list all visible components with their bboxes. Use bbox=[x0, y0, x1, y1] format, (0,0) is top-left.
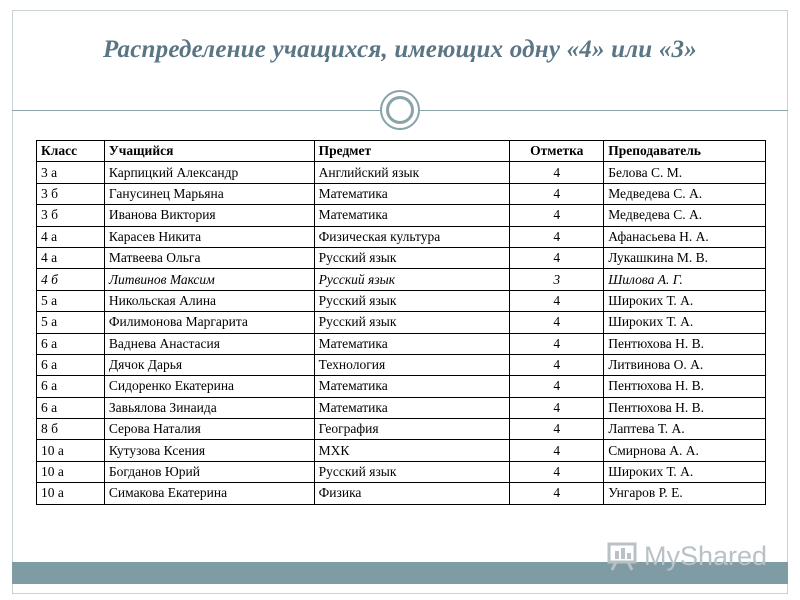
cell-teacher: Медведева С. А. bbox=[604, 205, 766, 226]
cell-student: Никольская Алина bbox=[104, 290, 314, 311]
table-row bbox=[37, 269, 766, 290]
cell-subject: Русский язык bbox=[314, 290, 510, 311]
cell-teacher: Смирнова А. А. bbox=[604, 440, 766, 461]
cell-grade: 4 bbox=[510, 312, 604, 333]
header-class: Класс bbox=[37, 141, 105, 162]
header-grade: Отметка bbox=[510, 141, 604, 162]
table-row bbox=[37, 205, 766, 226]
cell-class: 6 а bbox=[37, 376, 105, 397]
cell-grade: 3 bbox=[510, 269, 604, 290]
cell-subject: Русский язык bbox=[314, 461, 510, 482]
cell-grade: 4 bbox=[510, 419, 604, 440]
cell-student: Дячок Дарья bbox=[104, 354, 314, 375]
divider-ring-inner-icon bbox=[386, 96, 414, 124]
cell-grade: 4 bbox=[510, 397, 604, 418]
cell-grade: 4 bbox=[510, 483, 604, 504]
cell-grade: 4 bbox=[510, 290, 604, 311]
table-row bbox=[37, 354, 766, 375]
table-row bbox=[37, 440, 766, 461]
table-row bbox=[37, 183, 766, 204]
cell-class: 3 б bbox=[37, 205, 105, 226]
cell-teacher: Широких Т. А. bbox=[604, 312, 766, 333]
cell-student: Матвеева Ольга bbox=[104, 247, 314, 268]
table-header-row bbox=[37, 141, 766, 162]
cell-teacher: Лаптева Т. А. bbox=[604, 419, 766, 440]
cell-subject: Физика bbox=[314, 483, 510, 504]
cell-class: 4 б bbox=[37, 269, 105, 290]
cell-student: Богданов Юрий bbox=[104, 461, 314, 482]
table-row bbox=[37, 290, 766, 311]
cell-teacher: Пентюхова Н. В. bbox=[604, 333, 766, 354]
table-row bbox=[37, 397, 766, 418]
cell-subject: Математика bbox=[314, 205, 510, 226]
cell-grade: 4 bbox=[510, 376, 604, 397]
cell-subject: Английский язык bbox=[314, 162, 510, 183]
cell-class: 8 б bbox=[37, 419, 105, 440]
cell-student: Серова Наталия bbox=[104, 419, 314, 440]
cell-class: 4 а bbox=[37, 226, 105, 247]
cell-class: 4 а bbox=[37, 247, 105, 268]
cell-teacher: Афанасьева Н. А. bbox=[604, 226, 766, 247]
cell-subject: Математика bbox=[314, 333, 510, 354]
cell-class: 6 а bbox=[37, 397, 105, 418]
cell-student: Карасев Никита bbox=[104, 226, 314, 247]
cell-student: Литвинов Максим bbox=[104, 269, 314, 290]
table-row bbox=[37, 376, 766, 397]
cell-grade: 4 bbox=[510, 461, 604, 482]
cell-grade: 4 bbox=[510, 226, 604, 247]
cell-class: 6 а bbox=[37, 333, 105, 354]
cell-teacher: Пентюхова Н. В. bbox=[604, 397, 766, 418]
cell-teacher: Лукашкина М. В. bbox=[604, 247, 766, 268]
cell-grade: 4 bbox=[510, 162, 604, 183]
table-row bbox=[37, 247, 766, 268]
cell-class: 5 а bbox=[37, 312, 105, 333]
cell-subject: Русский язык bbox=[314, 269, 510, 290]
table-row bbox=[37, 333, 766, 354]
cell-student: Сидоренко Екатерина bbox=[104, 376, 314, 397]
cell-subject: Русский язык bbox=[314, 312, 510, 333]
cell-teacher: Медведева С. А. bbox=[604, 183, 766, 204]
cell-teacher: Широких Т. А. bbox=[604, 461, 766, 482]
cell-teacher: Литвинова О. А. bbox=[604, 354, 766, 375]
table-row bbox=[37, 483, 766, 504]
cell-student: Иванова Виктория bbox=[104, 205, 314, 226]
cell-class: 10 а bbox=[37, 440, 105, 461]
cell-subject: Технология bbox=[314, 354, 510, 375]
cell-student: Филимонова Маргарита bbox=[104, 312, 314, 333]
cell-teacher: Белова С. М. bbox=[604, 162, 766, 183]
slide-title: Распределение учащихся, имеющих одну «4» или «3» bbox=[103, 36, 697, 63]
cell-student: Ганусинец Марьяна bbox=[104, 183, 314, 204]
cell-student: Карпицкий Александр bbox=[104, 162, 314, 183]
cell-class: 3 б bbox=[37, 183, 105, 204]
cell-subject: МХК bbox=[314, 440, 510, 461]
cell-subject: Русский язык bbox=[314, 247, 510, 268]
header-subject: Предмет bbox=[314, 141, 510, 162]
table-row bbox=[37, 312, 766, 333]
cell-teacher: Широких Т. А. bbox=[604, 290, 766, 311]
cell-student: Ваднева Анастасия bbox=[104, 333, 314, 354]
cell-student: Симакова Екатерина bbox=[104, 483, 314, 504]
cell-grade: 4 bbox=[510, 183, 604, 204]
cell-teacher: Шилова А. Г. bbox=[604, 269, 766, 290]
cell-grade: 4 bbox=[510, 247, 604, 268]
cell-student: Кутузова Ксения bbox=[104, 440, 314, 461]
header-teacher: Преподаватель bbox=[604, 141, 766, 162]
cell-grade: 4 bbox=[510, 205, 604, 226]
cell-grade: 4 bbox=[510, 333, 604, 354]
cell-grade: 4 bbox=[510, 440, 604, 461]
header-student: Учащийся bbox=[104, 141, 314, 162]
cell-subject: Физическая культура bbox=[314, 226, 510, 247]
cell-class: 3 а bbox=[37, 162, 105, 183]
cell-student: Завьялова Зинаида bbox=[104, 397, 314, 418]
table-row bbox=[37, 419, 766, 440]
cell-class: 6 а bbox=[37, 354, 105, 375]
table-row bbox=[37, 461, 766, 482]
watermark-logo bbox=[606, 536, 767, 576]
cell-class: 5 а bbox=[37, 290, 105, 311]
students-table bbox=[36, 140, 766, 505]
cell-subject: Математика bbox=[314, 376, 510, 397]
cell-grade: 4 bbox=[510, 354, 604, 375]
cell-subject: Математика bbox=[314, 183, 510, 204]
table-row bbox=[37, 162, 766, 183]
cell-subject: География bbox=[314, 419, 510, 440]
cell-class: 10 а bbox=[37, 461, 105, 482]
presentation-board-icon bbox=[606, 541, 640, 571]
watermark-text: MyShared bbox=[644, 540, 768, 571]
cell-subject: Математика bbox=[314, 397, 510, 418]
cell-class: 10 а bbox=[37, 483, 105, 504]
cell-teacher: Унгаров Р. Е. bbox=[604, 483, 766, 504]
table-row bbox=[37, 226, 766, 247]
cell-teacher: Пентюхова Н. В. bbox=[604, 376, 766, 397]
